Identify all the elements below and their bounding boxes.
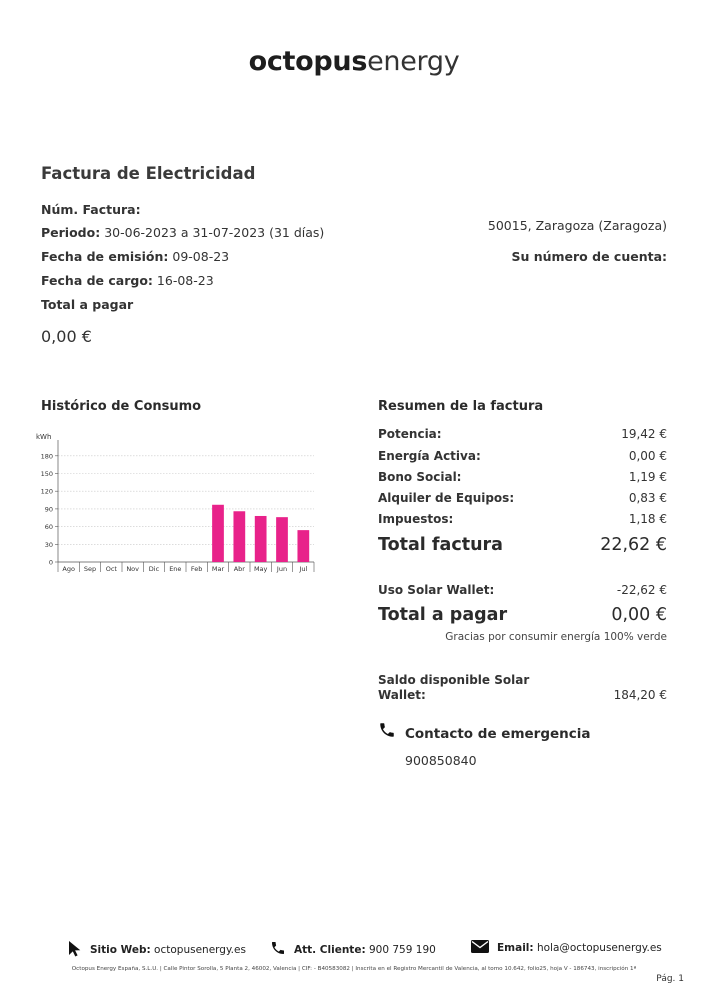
bar-jul	[297, 530, 309, 562]
invoice-period	[41, 225, 324, 240]
invoice-issue-date	[41, 249, 229, 264]
amount-due-label: Total a pagar	[378, 605, 508, 625]
footer-legal: Octopus Energy España, S.L.U. | Calle Pintor Sorolla, 5 Planta 2, 46002, Valencia | CIF: - B40583082 | Inscrita en el Registro Mercantil de Valencia, al tomo 10.642, folio25, hoja V - 186743, inscripción 1ª	[71, 966, 637, 972]
summary-row	[378, 427, 667, 441]
green-energy-note: Gracias por consumir energía 100% verde	[445, 631, 667, 643]
phone-icon	[270, 940, 286, 959]
summary-row	[378, 491, 667, 505]
brand-logo-light: energy	[367, 46, 460, 77]
cursor-icon	[68, 940, 82, 960]
y-tick-label: 150	[40, 470, 53, 478]
summary-row-value: 19,42 €	[621, 427, 667, 441]
x-tick-label: Jun	[276, 565, 288, 573]
summary-row-value: 1,19 €	[628, 470, 667, 484]
solar-wallet-usage-value: -22,62 €	[616, 583, 667, 597]
summary-row-label: Impuestos:	[378, 512, 454, 526]
wallet-balance-label	[378, 673, 529, 703]
invoice-total-label: Total a pagar	[41, 297, 134, 312]
summary-row-label: Bono Social:	[378, 470, 462, 484]
x-tick-label: Nov	[126, 565, 140, 573]
bar-may	[255, 516, 267, 562]
bar-abr	[233, 511, 245, 562]
invoice-total-value: 0,00 €	[41, 327, 92, 346]
summary-total-value: 22,62 €	[600, 535, 667, 555]
summary-row-label: Potencia:	[378, 427, 442, 441]
x-tick-label: Mar	[211, 565, 225, 573]
x-tick-label: Feb	[190, 565, 203, 573]
emergency-title: Contacto de emergencia	[405, 726, 591, 742]
brand-logo-bold: octopus	[248, 46, 368, 77]
summary-row-value: 1,18 €	[628, 512, 667, 526]
bar-mar	[212, 505, 224, 562]
summary-row-label: Energía Activa:	[378, 449, 481, 463]
footer-email-label: Email:	[497, 942, 534, 954]
x-tick-label: Abr	[233, 565, 245, 573]
summary-row	[378, 470, 667, 484]
footer-phone-value[interactable]: 900 759 190	[369, 943, 436, 956]
solar-wallet-usage	[378, 583, 667, 597]
footer-email-link[interactable]: hola@octopusenergy.es	[536, 942, 662, 954]
footer-website	[68, 940, 246, 960]
x-tick-label: Ene	[169, 565, 182, 573]
summary-row-value: 0,00 €	[628, 449, 667, 463]
summary-row	[378, 449, 667, 463]
summary-row	[378, 512, 667, 526]
invoice-title: Factura de Electricidad	[41, 164, 256, 183]
invoice-period-value: 30-06-2023 a 31-07-2023 (31 días)	[104, 225, 325, 240]
invoice-issue-value: 09-08-23	[172, 249, 230, 264]
amount-due-value: 0,00 €	[611, 605, 667, 625]
x-tick-label: Oct	[105, 565, 117, 573]
invoice-charge-label: Fecha de cargo:	[41, 273, 153, 288]
brand-logo	[0, 46, 708, 77]
emergency-phone: 900850840	[405, 753, 477, 768]
y-tick-label: 120	[40, 487, 53, 496]
summary-row-label: Alquiler de Equipos:	[378, 491, 515, 505]
x-tick-label: Sep	[83, 565, 97, 573]
y-tick-label: 0	[48, 558, 53, 567]
account-number-label: Su número de cuenta:	[511, 249, 667, 264]
summary-total	[378, 535, 667, 555]
y-axis-label: kWh	[36, 433, 52, 441]
summary-row-value: 0,83 €	[628, 491, 667, 505]
x-tick-label: May	[253, 565, 268, 573]
footer-phone-label: Att. Cliente:	[294, 943, 366, 956]
wallet-balance-label-line2: Wallet:	[378, 688, 426, 702]
invoice-total	[41, 297, 133, 312]
invoice-period-label: Periodo:	[41, 225, 101, 240]
consumption-chart	[32, 428, 322, 578]
footer-website-label: Sitio Web:	[90, 944, 151, 956]
amount-due	[378, 605, 667, 625]
wallet-balance-value: 184,20 €	[613, 688, 667, 702]
x-tick-label: Dic	[148, 565, 160, 573]
invoice-charge-date	[41, 273, 214, 288]
bar-jun	[276, 517, 288, 562]
invoice-number	[41, 202, 141, 217]
y-tick-label: 30	[44, 540, 53, 549]
invoice-issue-label: Fecha de emisión:	[41, 249, 169, 264]
invoice-number-label: Núm. Factura:	[41, 202, 141, 217]
x-tick-label: Ago	[62, 565, 75, 573]
summary-total-label: Total factura	[378, 535, 503, 555]
footer-email	[471, 940, 662, 956]
summary-title: Resumen de la factura	[378, 399, 544, 414]
customer-address: 50015, Zaragoza (Zaragoza)	[487, 218, 667, 233]
y-tick-label: 60	[44, 523, 53, 532]
invoice-charge-value: 16-08-23	[156, 273, 214, 288]
x-tick-label: Jul	[299, 565, 308, 573]
y-tick-label: 180	[40, 452, 53, 461]
history-title: Histórico de Consumo	[41, 399, 202, 414]
footer-website-link[interactable]: octopusenergy.es	[154, 944, 246, 956]
wallet-balance-label-line1: Saldo disponible Solar	[378, 673, 530, 687]
footer-phone	[270, 940, 436, 959]
y-tick-label: 90	[44, 505, 53, 514]
envelope-icon	[471, 940, 489, 956]
page-number: Pág. 1	[656, 974, 684, 984]
phone-icon	[378, 721, 396, 743]
solar-wallet-usage-label: Uso Solar Wallet:	[378, 583, 495, 597]
